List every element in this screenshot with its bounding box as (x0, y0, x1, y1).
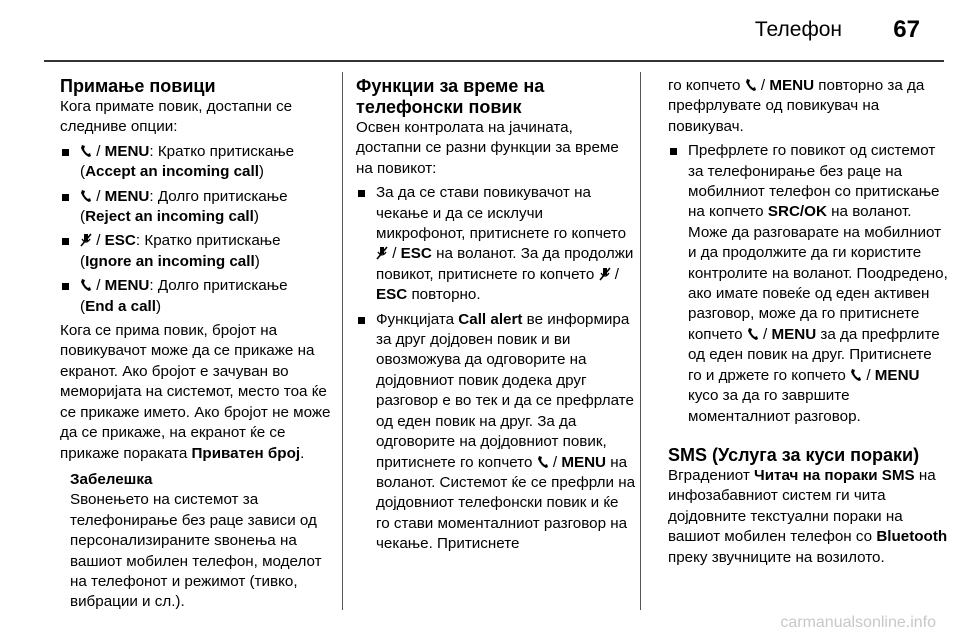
column-divider (342, 72, 343, 610)
note-text: Sвонењето на системот за телефонирање без раце зависи од персонализираните sвонења на вашиот мобилен телефон, моделот на телефонот и режимот (тивко, вибрации и сл.). (70, 491, 322, 611)
list-item: / MENU: Долго притискање (Reject an incoming call) (60, 187, 332, 228)
column-call-functions (356, 76, 636, 559)
list-item: / MENU: Кратко притискање (Accept an incoming call) (60, 142, 332, 183)
intro-text: Освен контролата на јачината, достапни се разни функции за време на повикот: (356, 119, 619, 177)
column-receiving-calls (60, 76, 332, 613)
note-title: Забелешка (70, 470, 153, 488)
page-number: 67 (893, 16, 920, 43)
phone-answer-icon (850, 368, 862, 382)
mute-microphone-icon (376, 246, 388, 260)
phone-answer-icon (80, 144, 92, 158)
header-divider (44, 60, 944, 62)
list-item: Функцијата Call alert ве информира за друг дојдовен повик и ви овозможува да одговорите на дојдовниот повик додека друг разговор е во тек и да се префрлате од еден повик на друг. За да одговорите на дојдовниот повик, притиснете го копчето / MENU на воланот. Системот ќе се префрли на дојдовниот телефонски повик и ќе го стави моменталниот разговор на чекање. Притиснете (356, 310, 636, 555)
mute-microphone-icon (599, 267, 611, 281)
list-item: / MENU: Долго притискање (End a call) (60, 276, 332, 317)
intro-text: Кога примате повик, достапни се следниве опции: (60, 98, 293, 136)
phone-answer-icon (80, 189, 92, 203)
phone-answer-icon (745, 78, 757, 92)
column-continued (668, 76, 948, 572)
section-heading-sms: SMS (Услуга за куси пораки) (668, 444, 920, 465)
phone-answer-icon (80, 278, 92, 292)
list-item: / ESC: Кратко притискање (Ignore an incoming call) (60, 231, 332, 272)
mute-microphone-icon (80, 233, 92, 247)
list-item: Префрлете го повикот од системот за телефонирање без раце на мобилниот телефон со притискање на копчето SRC/OK на воланот. Може да разговарате на мобилниот и да продолжите да ги користите контролите на воланот. Поодредено, ако имате повеќе од еден активен разговор, може да го притиснете копчето / MENU за да префрлите од еден повик на друг. Притиснете го и држете го копчето / MENU кусо за да го завршите моменталниот разговор. (668, 141, 948, 427)
sms-paragraph: Вградениот Читач на пораки SMS на инфозабавниот систем ги чита дојдовните текстуални пораки на вашиот мобилен телефон со Bluetooth преку звучниците на возилото. (668, 466, 948, 566)
phone-answer-icon (747, 327, 759, 341)
section-heading-call-functions: Функции за време на телефонски повик (356, 76, 545, 117)
page-header (0, 0, 960, 58)
watermark: carmanualsonline.info (780, 614, 936, 631)
column-divider (640, 72, 641, 610)
phone-answer-icon (537, 455, 549, 469)
list-item: За да се стави повикувачот на чекање и да се исклучи микрофонот, притиснете го копчето / ESC на воланот. За да продолжи повикот, притиснете го копчето / ESC повторно. (356, 183, 636, 305)
options-list (60, 142, 332, 317)
transfer-list (668, 141, 948, 427)
continued-text: го копчето / MENU повторно за да префрлувате од повикувач на повикувач. (668, 77, 925, 135)
page-title: Телефон (754, 18, 842, 41)
caller-id-paragraph: Кога се прима повик, бројот на повикувачот може да се прикаже на екранот. Ако бројот е зачуван во меморијата на системот, место тоа ќе се прикаже името. Ако бројот не може да се прикаже, на екранот ќе се прикаже пораката Приватен број. (60, 322, 331, 462)
section-heading-receiving-calls: Примање повици (60, 76, 216, 96)
note-block (60, 470, 332, 613)
functions-list (356, 183, 636, 554)
